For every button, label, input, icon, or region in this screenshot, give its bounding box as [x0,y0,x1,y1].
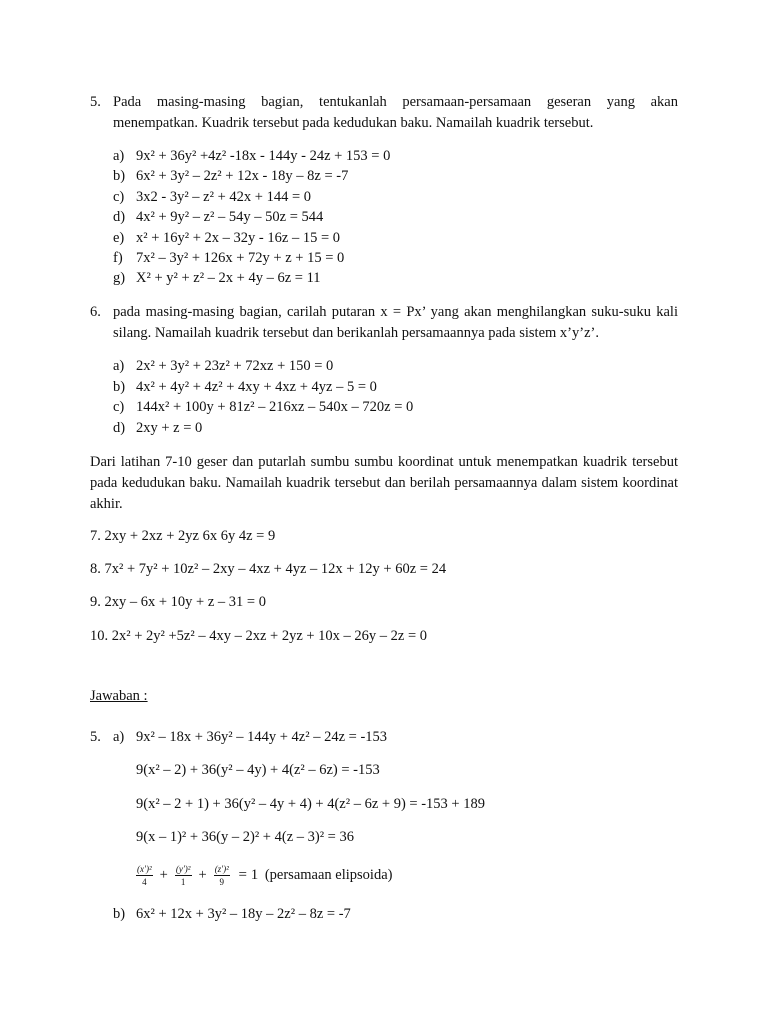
intro-text: Dari latihan 7-10 geser dan putarlah sumbu sumbu koordinat untuk menempatkan kuadrik tersebut pada kedudukan baku. Namailah kuadrik tersebut dan berilah persamaannya dalam sistem koordinat akhir. [90,454,678,512]
item-label: d) [113,420,126,436]
problem-text: pada masing-masing bagian, carilah putaran x = Px’ yang akan menghilangkan suku-suku kali silang. Namailah kuadrik tersebut dan berikanlah persamaannya pada sistem x’y’z’. [113,304,678,341]
plus-sign: + [159,867,168,883]
problem-5-item-c [113,187,311,207]
problem-10: 10. 2x² + 2y² +5z² – 4xy – 2xz + 2yz + 10x – 26y – 2z = 0 [90,628,428,644]
answer-a-step-3: 9(x² – 2 + 1) + 36(y² – 4y + 4) + 4(z² – 6z + 9) = -153 + 189 [136,796,485,812]
answer-b-label: b) [113,906,126,922]
item-label: c) [113,189,125,205]
item-equation: 2xy + z = 0 [136,420,203,436]
item-label: d) [113,209,126,225]
intro-paragraph [90,452,678,515]
problem-text: Pada masing-masing bagian, tentukanlah persamaan-persamaan geseran yang akan menempatkan. Kuadrik tersebut pada kedudukan baku. Namailah kuadrik tersebut. [113,94,678,131]
item-label: a) [113,148,125,164]
item-label: b) [113,379,126,395]
item-equation: 4x² + 4y² + 4z² + 4xy + 4xz + 4yz – 5 = 0 [136,379,377,395]
problem-number: 5. [90,94,101,110]
plus-sign: + [198,867,207,883]
answer-b-step-1: 6x² + 12x + 3y² – 18y – 2z² – 8z = -7 [136,906,351,922]
problem-5 [90,92,678,134]
problem-6 [90,302,678,344]
problem-5-item-d [113,207,323,227]
problem-5-item-g [113,268,321,288]
problem-5-item-a [113,146,390,166]
item-equation: 144x² + 100y + 81z² – 216xz – 540x – 720z = 0 [136,399,414,415]
problem-6-item-b [113,377,377,397]
item-label: f) [113,250,123,266]
problem-6-item-a [113,356,333,376]
item-equation: 7x² – 3y² + 126x + 72y + z + 15 = 0 [136,250,345,266]
fraction-denominator: 9 [219,876,225,887]
item-label: a) [113,358,125,374]
problem-5-item-b [113,166,348,186]
problem-6-item-c [113,397,413,417]
answer-a-step-4: 9(x – 1)² + 36(y – 2)² + 4(z – 3)² = 36 [136,829,354,845]
problem-number: 6. [90,304,101,320]
problem-5-item-e [113,228,340,248]
fraction-y [175,864,192,888]
equation-note: (persamaan elipsoida) [264,867,393,883]
problem-6-item-d [113,418,202,438]
item-equation: x² + 16y² + 2x – 32y - 16z – 15 = 0 [136,230,340,246]
fraction-numerator: (z′)² [214,863,229,874]
answer-a-label: a) [113,729,125,745]
item-label: b) [113,168,126,184]
answer-a-step-2: 9(x² – 2) + 36(y² – 4y) + 4(z² – 6z) = -153 [136,762,380,778]
item-equation: 2x² + 3y² + 23z² + 72xz + 150 = 0 [136,358,334,374]
item-equation: 3x2 - 3y² – z² + 42x + 144 = 0 [136,189,311,205]
problem-5-item-f [113,248,344,268]
item-equation: 4x² + 9y² – z² – 54y – 50z = 544 [136,209,324,225]
problem-9: 9. 2xy – 6x + 10y + z – 31 = 0 [90,594,266,610]
answer-number: 5. [90,729,101,745]
item-label: g) [113,270,126,286]
fraction-numerator: (x′)² [137,863,152,874]
answer-a-step-1: 9x² – 18x + 36y² – 144y + 4z² – 24z = -153 [136,729,388,745]
item-equation: 6x² + 3y² – 2z² + 12x - 18y – 8z = -7 [136,168,349,184]
fraction-numerator: (y′)² [175,863,191,874]
fraction-x [136,864,153,888]
item-equation: X² + y² + z² – 2x + 4y – 6z = 11 [136,270,321,286]
problem-8: 8. 7x² + 7y² + 10z² – 2xy – 4xz + 4yz – 12x + 12y + 60z = 24 [90,561,447,577]
item-label: c) [113,399,125,415]
ellipsoid-equation [133,860,392,890]
fraction-denominator: 1 [180,876,186,887]
item-label: e) [113,230,125,246]
problem-7: 7. 2xy + 2xz + 2yz 6x 6y 4z = 9 [90,528,276,544]
fraction-z [214,864,230,888]
item-equation: 9x² + 36y² +4z² -18x - 144y - 24z + 153 = 0 [136,148,391,164]
jawaban-heading: Jawaban : [90,688,148,704]
fraction-denominator: 4 [142,876,147,887]
equation-rhs: = 1 [238,867,259,883]
